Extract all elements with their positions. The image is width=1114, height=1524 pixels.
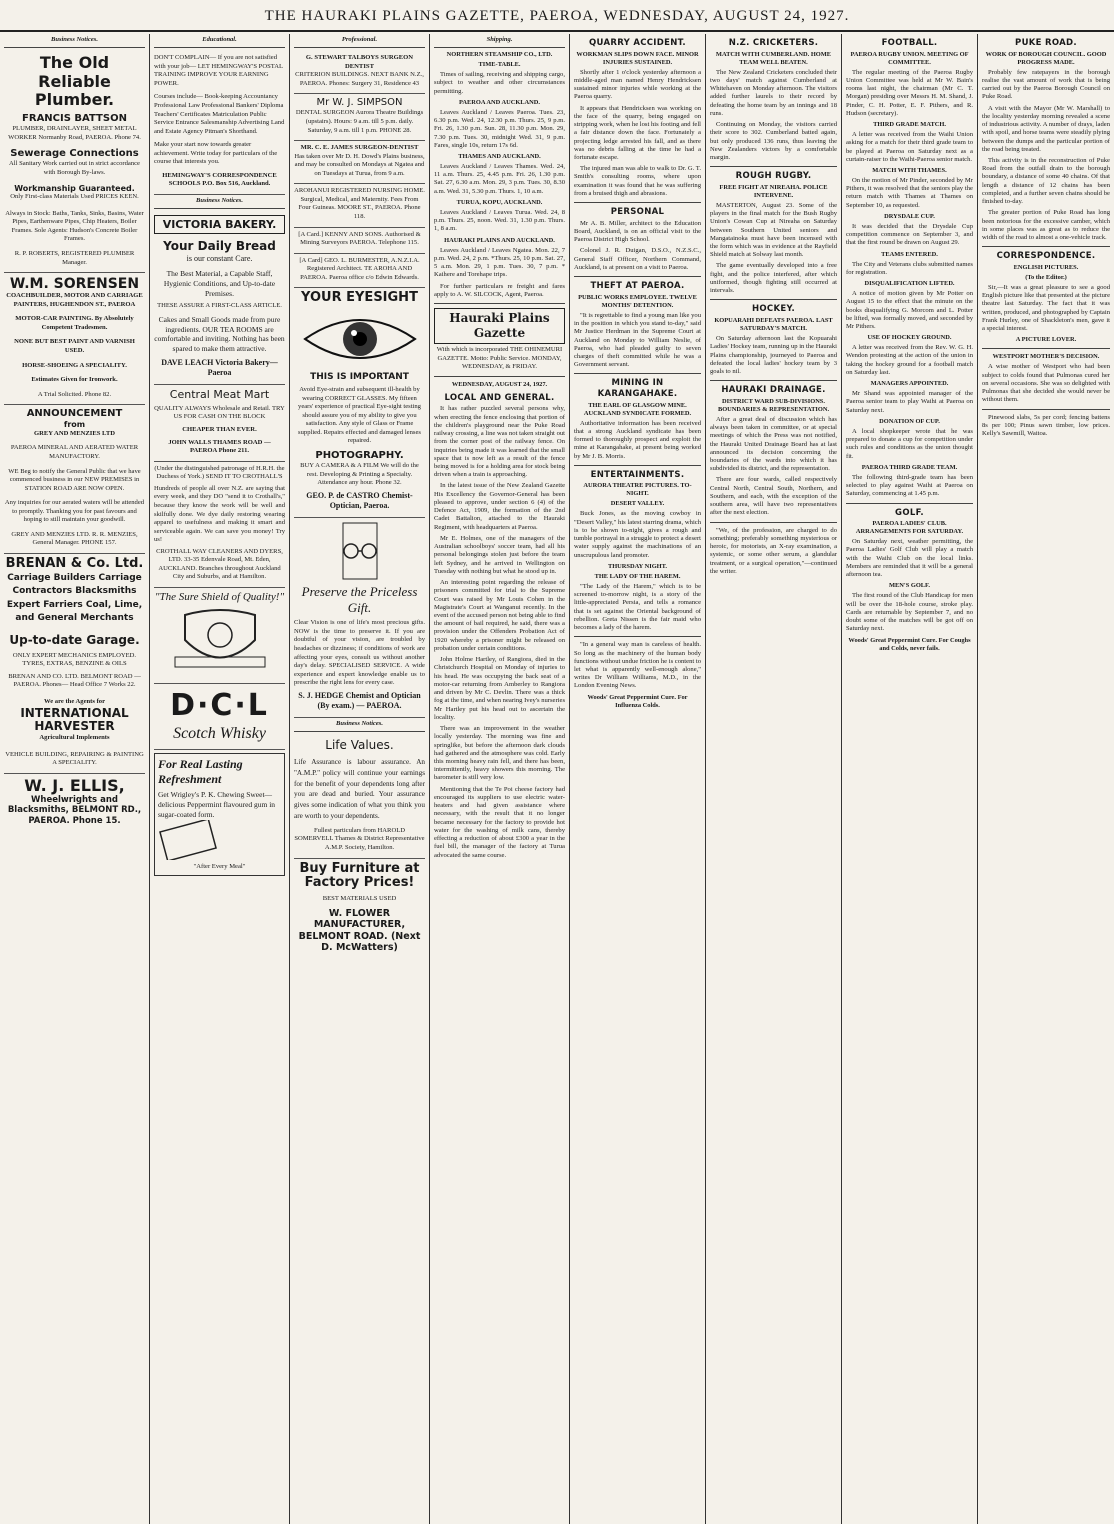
ad-title: BRENAN & Co. Ltd. (5, 556, 144, 572)
article-paragraph: A visit with the Mayor (Mr W. Marshall) to the locality yesterday morning revealed a scene of industrious activity. A number of drays, laden with spoil, and horse teams were steadily plying between the dumps and the particular portion of the road being treated. (982, 104, 1110, 153)
amp-ad (294, 735, 425, 859)
ad-body: Cakes and Small Goods made from pure ingredients. OUR TEA ROOMS are comfortable and inviting. Nothing has been spared to make them attractive. (154, 314, 285, 354)
ad-body: [A Card.] KENNY AND SONS. Authorised & Mining Surveyors PAEROA. Telephone 115. (298, 230, 421, 247)
article-subhead: THURSDAY NIGHT. (607, 562, 668, 570)
classified-ad: Pinewood slabs, 5s per cord; fencing battens 8s per 100; Pinus sawn timber, low prices. Kelly's Sawmill, Waitoa. (982, 413, 1110, 437)
ad-signature: W. FLOWER MANUFACTURER, BELMONT ROAD. (Next D. McWatters) (298, 907, 421, 954)
ad-tagline: "After Every Meal" (193, 862, 246, 870)
article-paragraph: An interesting point regarding the release of prisoners committed for trial to the Supreme Court was raised by Mr Louis Cohen in the Magistrate's Court at Wanganui recently. In the event of the accused person not being able to find the amount of bail required, he said, there was a provision under the Offenders Probation Act of 1920 whereby a prisoner might be released on probation under certain conditions. (434, 579, 565, 652)
ad-body: NONE BUT BEST PAINT AND VARNISH USED. (14, 338, 135, 354)
ad-body: All Sanitary Work carried out in strict accordance with Borough By-laws. (9, 160, 140, 176)
ad-name: GREY AND MENZIES LTD (33, 429, 116, 437)
route-title: PAEROA AND AUCKLAND. (458, 98, 540, 106)
ad-subtitle: Up-to-date Garage. (9, 632, 140, 647)
ad-title: (Under the distinguished patronage of H.R.H. the Duchess of York.) SEND IT TO CROTHALL'S (154, 464, 285, 481)
article-subhead: WORKMAN SLIPS DOWN FACE. MINOR INJURIES SUSTAINED. (576, 50, 699, 66)
ad-body: QUALITY ALWAYS Wholesale and Retail. TRY US FOR CASH ON THE BLOCK (154, 404, 285, 421)
column-4 (430, 34, 570, 1524)
meat-mart-ad (154, 385, 285, 462)
ad-title: W. J. ELLIS, (24, 775, 125, 795)
brenan-ad (4, 554, 145, 774)
column-6 (706, 34, 842, 1524)
ad-body: [A Card] GEO. L. BURMESTER, A.N.Z.I.A. Registered Architect. TE AROHA AND PAEROA. Paeroa office c/o Edwin Edwards. (299, 256, 420, 281)
eye-icon (301, 309, 419, 369)
paper-subtitle: With which is incorporated THE OHINEMURI GAZETTE. Motto: Public Service. MONDAY, WEDNESDAY, & FRIDAY. (436, 346, 563, 371)
timetable-note: Times of sailing, receiving and shipping cargo, subject to weather and other circumstances permitting. (434, 71, 565, 95)
column-3 (290, 34, 430, 1524)
ad-signature: R. P. ROBERTS, REGISTERED PLUMBER Manager. (14, 249, 135, 266)
article-subhead: PAEROA RUGBY UNION. MEETING OF COMMITTEE. (850, 50, 969, 66)
ad-title: The Old Reliable Plumber. (34, 53, 115, 109)
ad-subtitle: Agricultural Implements (39, 734, 110, 742)
article-subhead: WORK OF BOROUGH COUNCIL. GOOD PROGRESS MADE. (985, 50, 1107, 66)
ad-body: ONLY EXPERT MECHANICS EMPLOYED. TYRES, EXTRAS, BENZINE & OILS (12, 651, 137, 668)
article-headline: MINING IN KARANGAHAKE. (597, 378, 678, 400)
ad-name: FRANCIS BATTSON (22, 113, 127, 125)
ad-title: W.M. SORENSEN (9, 276, 140, 293)
article-paragraph: The New Zealand Cricketers concluded their two days' match against Cumberland at Whitehaven on Monday afternoon. The visitors added further laurels to their record by defeating the home team by an innings and 18 runs. (710, 68, 837, 117)
ad-body: DON'T COMPLAIN— If you are not satisfied with your job— LET HEMINGWAY'S POSTAL TRAINING IMPROVE YOUR EARNING POWER. (154, 54, 283, 87)
article-headline: FOOTBALL. (881, 38, 938, 48)
article-headline: LOCAL AND GENERAL. (444, 392, 555, 403)
article-paragraph: Authoritative information has been received that a strong Auckland syndicate has been formed to thoroughly prospect and exploit the mine at Karangahake, at present being worked by Mr J. B. Morris. (574, 419, 701, 460)
article-paragraph: Probably few ratepayers in the borough realise the vast amount of work that is being carried out by the Paeroa Borough Council on Puke Road. (982, 68, 1110, 101)
burmester-card (294, 254, 425, 289)
section-heading: Professional. (294, 34, 425, 48)
article-headline: PERSONAL (610, 207, 665, 218)
ad-signature: GREY AND MENZIES LTD. R. R. MENZIES, General Manager. PHONE 157. (11, 530, 138, 547)
ad-title: Life Values. (325, 737, 394, 752)
article-paragraph: There are four wards, called respectively Central North, Central South, Northern, and Southern, and each, with the exception of the southern area, will have two representatives after the next election. (710, 476, 837, 517)
flower-ad (294, 859, 425, 959)
article-headline: HOCKEY. (751, 304, 796, 315)
article-subhead: PUBLIC WORKS EMPLOYEE. TWELVE MONTHS' DETENTION. (578, 293, 697, 309)
ad-body: Any inquiries for our aerated waters will be attended to promptly. Thanking you for past favours and hoping to still maintain your goodwill. (4, 499, 145, 524)
route-title: HAURAKI PLAINS AND AUCKLAND. (444, 236, 555, 244)
advert-line: Woods' Great Peppermint Cure. For Coughs and Colds, never fails. (848, 636, 971, 652)
ad-body: A Trial Solicited. Phone 82. (37, 390, 112, 398)
ad-subtitle: Scotch Whisky (173, 725, 266, 743)
grey-menzies-ad (4, 405, 145, 554)
column-5 (570, 34, 706, 1524)
article-paragraph: On Saturday next, weather permitting, the Paeroa Ladies' Golf Club will play a match with the Waihi Club on the local links. Members are reminded that it will be a general afternoon tea. (846, 538, 973, 579)
eyesight-ad (294, 288, 425, 517)
dcl-ad (154, 684, 285, 751)
column-1 (0, 34, 150, 1524)
ad-body: WE Beg to notify the General Public that we have commenced business in our NEW PREMISES in STATION ROAD ARE NOW OPEN. (8, 467, 141, 492)
article-paragraph: Mr A. B. Miller, architect to the Education Board, Auckland, is on an official visit to the Paeroa District High School. (574, 219, 701, 244)
spectacles-icon (315, 521, 405, 581)
article-subhead: USE OF HOCKEY GROUND. (867, 334, 952, 342)
shield-emblem-icon (165, 605, 275, 675)
ad-body: Wheelwrights and Blacksmiths, BELMONT RD., PAEROA. Phone 15. (7, 795, 142, 826)
ad-title: "The Sure Shield of Quality!" (154, 591, 285, 603)
ad-subtitle: Your Daily Bread (163, 239, 276, 254)
ad-body: Always in Stock: Baths, Tanks, Sinks, Basins, Water Pipes, Earthenware Pipes, Chip Heaters, Boiler Frames. Sole Agents: Hudson's Concrete Boiler Frames. (5, 209, 144, 243)
wrigley-ad (154, 753, 285, 875)
ad-body: CHEAPER THAN EVER. (182, 426, 257, 433)
ad-signature: JOHN WALLS THAMES ROAD — PAEROA Phone 211. (168, 438, 271, 455)
article-paragraph: MASTERTON, August 23. Some of the players in the final match for the Bush Rugby Union's Cowan Cup at Nireaha on Saturday between Southern United seniors and Mangatainoka must have been incensed with the form which was in evidence at the Rayfield Shield match at Solway last month. (710, 201, 837, 259)
article-subhead: TEAMS ENTERED. (881, 250, 938, 258)
article-paragraph: The greater portion of Puke Road has long been notorious for the excessive camber, which in some places was as great as to reduce the width of the road to almost a one-vehicle track. (982, 209, 1110, 242)
article-subhead: PAEROA LADIES' CLUB. ARRANGEMENTS FOR SATURDAY. (855, 520, 964, 536)
ad-title: Preserve the Priceless Gift. (301, 583, 418, 615)
article-paragraph: The first round of the Club Handicap for men will be over the 18-hole course, stroke play. Cards are returnable by September 7, and no doubt some of the matches will be got off on Saturday next. (846, 592, 973, 633)
article-paragraph: A letter was received from the Rev. W. G. H. Wendon protesting at the action of the union in taking the hockey ground for a football match on Saturday last. (846, 344, 973, 376)
ad-signature: GEO. P. de CASTRO Chemist-Optician, Paeroa. (306, 490, 413, 511)
ad-body: MOTOR-CAR PAINTING. By Absolutely Competent Tradesmen. (15, 315, 134, 331)
article-subhead: PAEROA THIRD GRADE TEAM. (861, 463, 958, 471)
masthead: THE HAURAKI PLAINS GAZETTE, PAEROA, WEDNESDAY, AUGUST 24, 1927. (0, 0, 1114, 32)
ad-body: Courses include— Book-keeping Accountancy Professional Law Professional Bankers' Diploma Teachers' Certificates Matriculation Public Service Entrance Salesmanship Advertising Land and Estate Agency Pitman's Shorthand. (154, 93, 285, 135)
ad-body: VEHICLE BUILDING, REPAIRING & PAINTING A SPECIALITY. (5, 750, 144, 767)
ad-body: COACHBUILDER, MOTOR AND CARRIAGE PAINTERS, HUGHENDON ST., PAEROA (6, 292, 143, 308)
ad-body: The Best Material, a Capable Staff, Hygienic Conditions, and Up-to-date Premises. (163, 269, 276, 298)
article-paragraph: Mr E. Holmes, one of the managers of the Australian schoolboys' soccer team, had all his personal belongings stolen just before the team left Sydney, and he arrived in Wellington on Tuesday with nothing but what he stood up in. (434, 534, 565, 575)
article-paragraph: Mentioning that the Te Poi cheese factory had encouraged its suppliers to use electric water-heaters and had given assistance where necessary, with the result that it no longer became necessary for the factory to provide hot water for the washing of milk cans, thereby effecting a reduction of about £300 a year in the fuel bill, the manager of the factory at Turua advocated the same course. (434, 785, 565, 859)
page-columns (0, 34, 1114, 1524)
article-headline: CORRESPONDENCE. (996, 251, 1096, 262)
ad-title: G. STEWART TALBOYS SURGEON DENTIST (305, 54, 414, 70)
article-paragraph: A wise mother of Westport who had been subject to colds found that Pulmonas cured her on several occasions. She was so delighted with Pulmonas that she decided she would never be without them. (982, 363, 1110, 404)
article-headline: ROUGH RUGBY. (735, 171, 812, 182)
article-subhead: ENGLISH PICTURES. (1013, 263, 1079, 271)
article-paragraph: It appears that Hendricksen was working on the face of the quarry, being engaged on stripping work, when he lost his footing and fell a fair distance down the face. Fortunately a projecting ledge arrested his fall, and as there was no debris falling at the time he had a fortunate escape. (574, 104, 701, 161)
section-heading: Business Notices. (4, 34, 145, 48)
ad-body: BUY A CAMERA & A FILM We will do the rest. Developing & Printing a Specialty. Attendance any hour. Phone 32. (300, 462, 419, 487)
talboys-card (294, 51, 425, 94)
ad-title: For Real Lasting Refreshment (158, 757, 243, 787)
column-8 (978, 34, 1114, 1524)
article-subhead: THE EARL OF GLASGOW MINE. AUCKLAND SYNDICATE FORMED. (583, 401, 692, 417)
article-paragraph: There was an improvement in the weather locally yesterday. The morning was fine and springlike, but before the afternoon dark clouds had gathered and the atmosphere was cold. Early this morning heavy rain fell, and there has been, intermittently, heavy showers this morning. The barometer is still very low. (434, 725, 565, 782)
ad-title: Mr W. J. SIMPSON (316, 97, 403, 109)
sorensen-ad (4, 273, 145, 405)
article-paragraph: Shortly after 1 o'clock yesterday afternoon a middle-aged man named Henry Hendricksen sustained minor injuries while working at the Paeroa quarry. (574, 68, 701, 101)
ad-title: YOUR EYESIGHT (301, 290, 418, 306)
section-heading: Business Notices. (154, 195, 285, 209)
ad-title: D·C·L (170, 687, 269, 723)
article-subhead: DONATION OF CUP. (879, 417, 940, 425)
article-paragraph: The City and Veterans clubs submitted names for registration. (846, 260, 973, 276)
article-paragraph: Sir,—It was a great pleasure to see a good English picture like that presented at the picture theatre last Saturday. The fact that it was written, produced, and photographed by Captain Frank Hurley, one of Shackleton's men, gave it a special interest. (982, 283, 1110, 333)
ad-body: Clear Vision is one of life's most precious gifts. NOW is the time to preserve it. If you are doubtful of your vision, are troubled by headaches or dizziness; if conditions of work are affecting your eyes, consult us without another day's delay. SPECIALISED SERVICE. A wide experience and expert knowledge enable us to prescribe the right lens for every case. (294, 619, 425, 687)
article-headline: ENTERTAINMENTS. (590, 469, 685, 480)
article-paragraph: The regular meeting of the Paeroa Rugby Union Committee was held at Mr W. Bain's rooms last night, the chairman (Mr C. T. Morgan) presiding over Messrs H. M. Shand, J. Pinder, C. H. Potter, E. F. Pithers, and R. Hudson (secretary). (846, 68, 973, 117)
issue-date: WEDNESDAY, AUGUST 24, 1927. (451, 380, 548, 388)
article-headline: PUKE ROAD. (1015, 38, 1077, 48)
article-subhead: DISTRICT WARD SUB-DIVISIONS. BOUNDARIES & REPRESENTATION. (717, 397, 830, 413)
timetable-title: TIME-TABLE. (478, 61, 521, 69)
article-headline: HAURAKI DRAINAGE. (721, 385, 826, 396)
article-paragraph: A notice of motion given by Mr Potter on August 15 to the effect that the minute on the books disqualifying G. Morcom and L. Potter be lifted, was formally moved, and seconded by Mr Pithers. (846, 290, 973, 331)
ad-subtitle: PHOTOGRAPHY. (315, 450, 404, 462)
article-subhead: MANAGERS APPOINTED. (870, 380, 949, 388)
advert-line: Woods' Great Peppermint Cure. For Influenza Colds. (587, 693, 688, 709)
ad-signature: CROTHALL WAY CLEANERS AND DYERS, LTD. 33-35 Edenvale Road, Mt. Eden, AUCKLAND. Branches throughout Auckland City and Suburbs, and at Hamilton. (156, 547, 283, 581)
article-paragraph: It was decided that the Drysdale Cup competition commence on September 3, and that the first round be drawn on August 29. (846, 222, 973, 247)
route-times: Leaves Auckland / Leaves Turua. Wed. 24, 8 p.m. Thurs. 25, noon. Wed. 31, 1.30 p.m. Thurs. 1, 8 a.m. (434, 208, 565, 233)
ad-subtitle: THIS IS IMPORTANT (310, 372, 409, 383)
ad-signature: BRENAN AND CO. LTD. BELMONT ROAD — PAEROA. Phones— Head Office 7 Works 22. (8, 672, 141, 689)
paper-title: Hauraki Plains Gazette (434, 308, 565, 344)
article-paragraph: "We, of the profession, are charged to do something; preferably something mysterious or heroic, for motorists, an X-ray examination, a systemic, or some other serum, a glandular treatment, or a surgical operation,"—continued the writer. (710, 526, 837, 575)
article-paragraph: The game eventually developed into a free fight, and the police interfered, after which uniformed, though fighting still occurred at intervals. (710, 262, 837, 295)
ad-body: PLUMBER, DRAINLAYER, SHEET METAL WORKER Normanby Road, PAEROA. Phone 74. (8, 125, 141, 141)
ad-body: HORSE-SHOEING A SPECIALITY. (22, 361, 127, 369)
ad-title: MR. C. E. JAMES SURGEON-DENTIST (300, 144, 419, 152)
ad-body: Hundreds of people all over N.Z. are saying that every week, and they DO "send it to Crothall's," because they know the work will be well and skilfully done. We dye daily restoring wearing apparel to usefulness and making it smart and serviceable again. We can save you money! Try us! (154, 484, 285, 544)
ad-body: is our constant Care. (186, 253, 253, 263)
article-subhead: MATCH WITH CUMBERLAND. HOME TEAM WELL BEATEN. (715, 50, 832, 66)
ad-body: Carriage Builders Carriage Contractors Blacksmiths Expert Farriers Coal, Lime, and General Merchants (6, 572, 143, 624)
article-paragraph: It has rather puzzled several persons why, when erecting the fence enclosing that portion of the children's playground near the Puke Road railway crossing, a line was not taken straight out from the corner post of the railway fence. On inquiries being made it was learned that the small space that is now left as a result of the fence being moved is for a holding area for stock being driven when a train is approaching. (434, 405, 565, 479)
article-headline: QUARRY ACCIDENT. (589, 38, 686, 48)
article-paragraph: This activity is in the reconstruction of Puke Road from the outfall drain to the borough boundary, a distance of some 40 chains. Of that length a distance of 12 chains has been completed, and a further seven chains should be finished to-day. (982, 156, 1110, 206)
simpson-card (294, 94, 425, 141)
ad-body: Life Assurance is labour assurance. An "A.M.P." policy will continue your earnings for the benefit of your dependents long after you are dead and buried. Your assurance gives some indication of what you think you are worth to your dependents. (294, 758, 425, 821)
ad-body: Has taken over Mr D. H. Dowd's Plains business, and may be consulted on Mondays at Ngatea and on Tuesdays at Turua, from 9 a.m. (294, 152, 425, 177)
ad-title: VICTORIA BAKERY. (154, 215, 285, 234)
article-paragraph: A local shopkeeper wrote that he was prepared to donate a cup for competition under such rules and conditions as the union thought fit. (846, 427, 973, 460)
article-subhead: MATCH WITH THAMES. (872, 166, 947, 174)
ellis-ad (4, 774, 145, 831)
hemingway-ad (154, 51, 285, 195)
article-subhead: KOPUARAHI DEFEATS PAEROA. LAST SATURDAY'S MATCH. (714, 317, 833, 333)
article-headline: THEFT AT PAEROA. (590, 281, 685, 292)
ad-title: ANNOUNCEMENT (26, 408, 123, 420)
ad-body: Estimates Given for Ironwork. (31, 376, 118, 384)
shield-ad (154, 588, 285, 684)
ad-signature: DAVE LEACH Victoria Bakery—Paeroa (161, 357, 278, 378)
ad-body: CRITERION BUILDINGS. NEXT BANK N.Z., PAEROA. Phones: Surgery 31, Residence 43 (295, 71, 424, 87)
film-title: THE LADY OF THE HAREM. (594, 572, 681, 580)
article-paragraph: The following third-grade team has been selected to play against Waihi at Paeroa on Saturday, commencing at 1.45 p.m. (846, 473, 973, 498)
ad-body: BEST MATERIALS USED (322, 895, 397, 903)
article-paragraph: A letter was received from the Waihi Union asking for a match for their third grade team to be played at Paeroa on Saturday next as a curtain-raiser to the Waihi-Paeroa senior match. (846, 131, 973, 163)
article-paragraph: On Saturday afternoon last the Kopuarahi Ladies' Hockey team, running up in the Hauraki Plains championship, journeyed to Paeroa and defeated the local ladies' hockey team by 3 goals to nil. (710, 335, 837, 375)
article-subhead: FREE FIGHT AT NIREAHA. POLICE INTERVENE. (719, 183, 828, 199)
bakery-ad (154, 212, 285, 385)
article-subhead: THIRD GRADE MATCH. (873, 121, 946, 129)
ad-subtitle: Sewerage Connections (10, 148, 139, 160)
battson-ad (4, 51, 145, 273)
ad-body: Only First-class Materials Used PRICES KEEN. (10, 193, 139, 201)
article-headline: N.Z. CRICKETERS. (728, 38, 819, 48)
shipping-company: NORTHERN STEAMSHIP CO., LTD. (446, 51, 553, 59)
article-subhead: WESTPORT MOTHER'S DECISION. (992, 353, 1100, 361)
kenny-card (294, 228, 425, 254)
arohanui-card (294, 184, 425, 227)
article-paragraph: The injured man was able to walk to Dr. G. T. Smith's consulting rooms, where upon examination it was found that he was suffering from a bruised thigh and abrasions. (574, 165, 701, 197)
article-paragraph: "It is regrettable to find a young man like you in the position in which you stand to-day," said Mr Justice Herdman in the Supreme Court at Auckland on Monday to William Neslie, of Paeroa, who had pleaded guilty to seven charges of theft committed while he was a Government servant. (574, 311, 701, 369)
ad-body: Avoid Eye-strain and subsequent ill-health by wearing CORRECT GLASSES. My fifteen years' experience of practical Eye-sight testing should assure you of my ability to give you satisfaction. Any style of Glass or Frame supplied. Repairs effected and damaged lenses repaired. (298, 386, 421, 445)
section-heading: Shipping. (434, 34, 565, 48)
section-heading: Business Notices. (294, 718, 425, 732)
ad-title: Buy Furniture at Factory Prices! (299, 860, 420, 891)
james-card (294, 141, 425, 184)
ad-body: DENTAL SURGEON Aurora Theatre Buildings (upstairs). Hours: 9 a.m. till 5 p.m. daily. Saturday, 9 a.m. till 1 p.m. PHONE 28. (295, 109, 424, 134)
hedge-ad (294, 518, 425, 718)
ad-body: Get Wrigley's P. K. Chewing Sweet—delicious Peppermint flavoured gum in sugar-coated form. (158, 790, 276, 819)
shipping-agent: For further particulars re freight and fares apply to A. W. SILCOCK, Agent, Paeroa. (434, 282, 565, 298)
route-title: TURUA, KOPU, AUCKLAND. (456, 198, 543, 206)
crothall-ad (154, 462, 285, 588)
ad-signature: S. J. HEDGE Chemist and Optician (By exam.) — PAEROA. (298, 690, 421, 711)
article-paragraph: Mr Shand was appointed manager of the Paeroa senior team to play Waihi at Paeroa on Saturday next. (846, 390, 973, 414)
ad-title: Central Meat Mart (169, 387, 270, 401)
film-title: DESERT VALLEY. (610, 500, 665, 508)
ad-body: We are the Agents for (43, 698, 106, 705)
article-subhead: AURORA THEATRE PICTURES. TO-NIGHT. (583, 482, 692, 498)
route-title: THAMES AND AUCKLAND. (458, 153, 541, 160)
article-subhead: MEN'S GOLF. (889, 582, 930, 590)
article-subhead: DRYSDALE CUP. (884, 212, 935, 220)
article-paragraph: "In a general way man is careless of health. So long as the machinery of the human body functions without undue friction he is content to let what is apparently well-enough alone," writes Dr William Williams, M.D., in the London Evening News. (574, 641, 701, 690)
gum-packet-icon (158, 820, 218, 860)
column-2 (150, 34, 290, 1524)
route-times: Leaves Auckland / Leaves Paeroa. Tues. 23, 6.30 p.m. Wed. 24, 12.30 p.m. Thurs. 25, 9 p.m. Fri. 26, 1.30 p.m. Sun. 28, 11.30 p.m. Mon. 29, 7.30 p.m. Tues. 30, midnight Wed. 31, 9 p.m. Fares, single 10s, return 17s 6d. (434, 108, 565, 149)
article-paragraph: After a great deal of discussion which has always been taken in committee, or at special meetings of which the Press was not notified, the Hauraki United Drainage Board has at last announced its decision concerning the boundaries of the wards into which it has subdivided its district, and the representation. (710, 415, 837, 473)
article-paragraph: In the latest issue of the New Zealand Gazette His Excellency the Governor-General has been pleased to approve, under section 6 (4) of the Defence Act, 1909, the formation of the 2nd Cadet Battalion, attached to the Hauraki Regiment, with headquarters at Paeroa. (434, 482, 565, 531)
letter-signature: A PICTURE LOVER. (1015, 336, 1077, 344)
article-paragraph: Colonel J. R. Duigan, D.S.O., N.Z.S.C., General Staff Officer, Northern Command, Auckland, is at present on a visit to Paeroa. (574, 247, 701, 271)
column-7 (842, 34, 978, 1524)
article-paragraph: John Holme Hartley, of Rangiora, died in the Christchurch Hospital on Monday of injuries to his head. He was occupying the back seat of a motor-car returning from Amberley to Rangiora and driven by Mr C. Devlin. There was a thick fog at the time, and when nearing Ivey's nurseries Mr Hartley put his head out to ascertain the locality. (434, 656, 566, 721)
article-paragraph: Buck Jones, as the moving cowboy in "Desert Valley," his latest starring drama, which is to be shown to-night, gives a rough and tumble portrayal in a struggle to protect a desert water supply against the machinations of an unscrupulous land promoter. (574, 510, 701, 559)
article-subhead: DISQUALIFICATION LIFTED. (864, 280, 955, 288)
route-times: Leaves Auckland / Leaves Thames. Wed. 24, 11 a.m. Thurs. 25, 4.45 p.m. Fri. 26, 1.30 p.m. Sat. 27, 6.30 a.m. Mon. 29, 3 p.m. Tues. 30, 8.30 a.m. Wed. 31, 5.30 p.m. Thurs. 1, 10 a.m. (434, 163, 565, 195)
ad-title: from (63, 420, 86, 430)
article-paragraph: On the motion of Mr Pinder, seconded by Mr Pithers, it was resolved that the seniors play the return match with Thames at Thames on September 10, as requested. (846, 176, 973, 209)
ad-body: AROHANUI REGISTERED NURSING HOME. Surgical, Medical, and Maternity. Fees From Four Guineas. MOORE ST., PAEROA. Phone 118. (294, 187, 425, 220)
ad-signature: HEMINGWAY'S CORRESPONDENCE SCHOOLS P.O. Box 516, Auckland. (162, 171, 277, 188)
ad-subtitle: Workmanship Guaranteed. (14, 183, 135, 193)
ad-body: Make your start now towards greater achievement. Write today for particulars of the course that interests you. (154, 141, 278, 166)
section-heading: Educational. (154, 34, 285, 48)
article-paragraph: "The Lady of the Harem," which is to be screened to-morrow night, is a story of the little-appreciated Persia, and tells a romance that is set against the Oriental background of rebellion. Greta Nissen is the fair maid who becomes a lady of the harem. (574, 582, 701, 632)
ad-title: INTERNATIONAL HARVESTER (20, 705, 129, 734)
article-headline: GOLF. (895, 507, 924, 518)
ad-body: PAEROA MINERAL AND AERATED WATER MANUFACTORY. (10, 444, 139, 460)
route-times: Leaves Auckland / Leaves Ngatea. Mon. 22, 7 p.m. Wed. 24, 2 p.m. *Thurs. 25, 10 p.m. Sat. 27, 5 a.m. Mon. 29, 1 p.m. Tues. 30, 7 p.m. * Kaihere and Torehape trips. (434, 246, 565, 279)
ad-signature: Fullest particulars from HAROLD SOMERVELL Thames & District Representative A.M.P. Society, Hamilton. (294, 826, 425, 851)
paper-nameplate (434, 308, 565, 372)
ad-body: THESE ASSURE A FIRST-CLASS ARTICLE. (157, 302, 282, 310)
article-subhead: (To the Editor.) (1025, 273, 1067, 281)
article-paragraph: Continuing on Monday, the visitors carried their score to 302. Cumberland batted again, but only produced 136 runs, thus leaving the New Zealanders victors by a comfortable margin. (710, 121, 837, 161)
